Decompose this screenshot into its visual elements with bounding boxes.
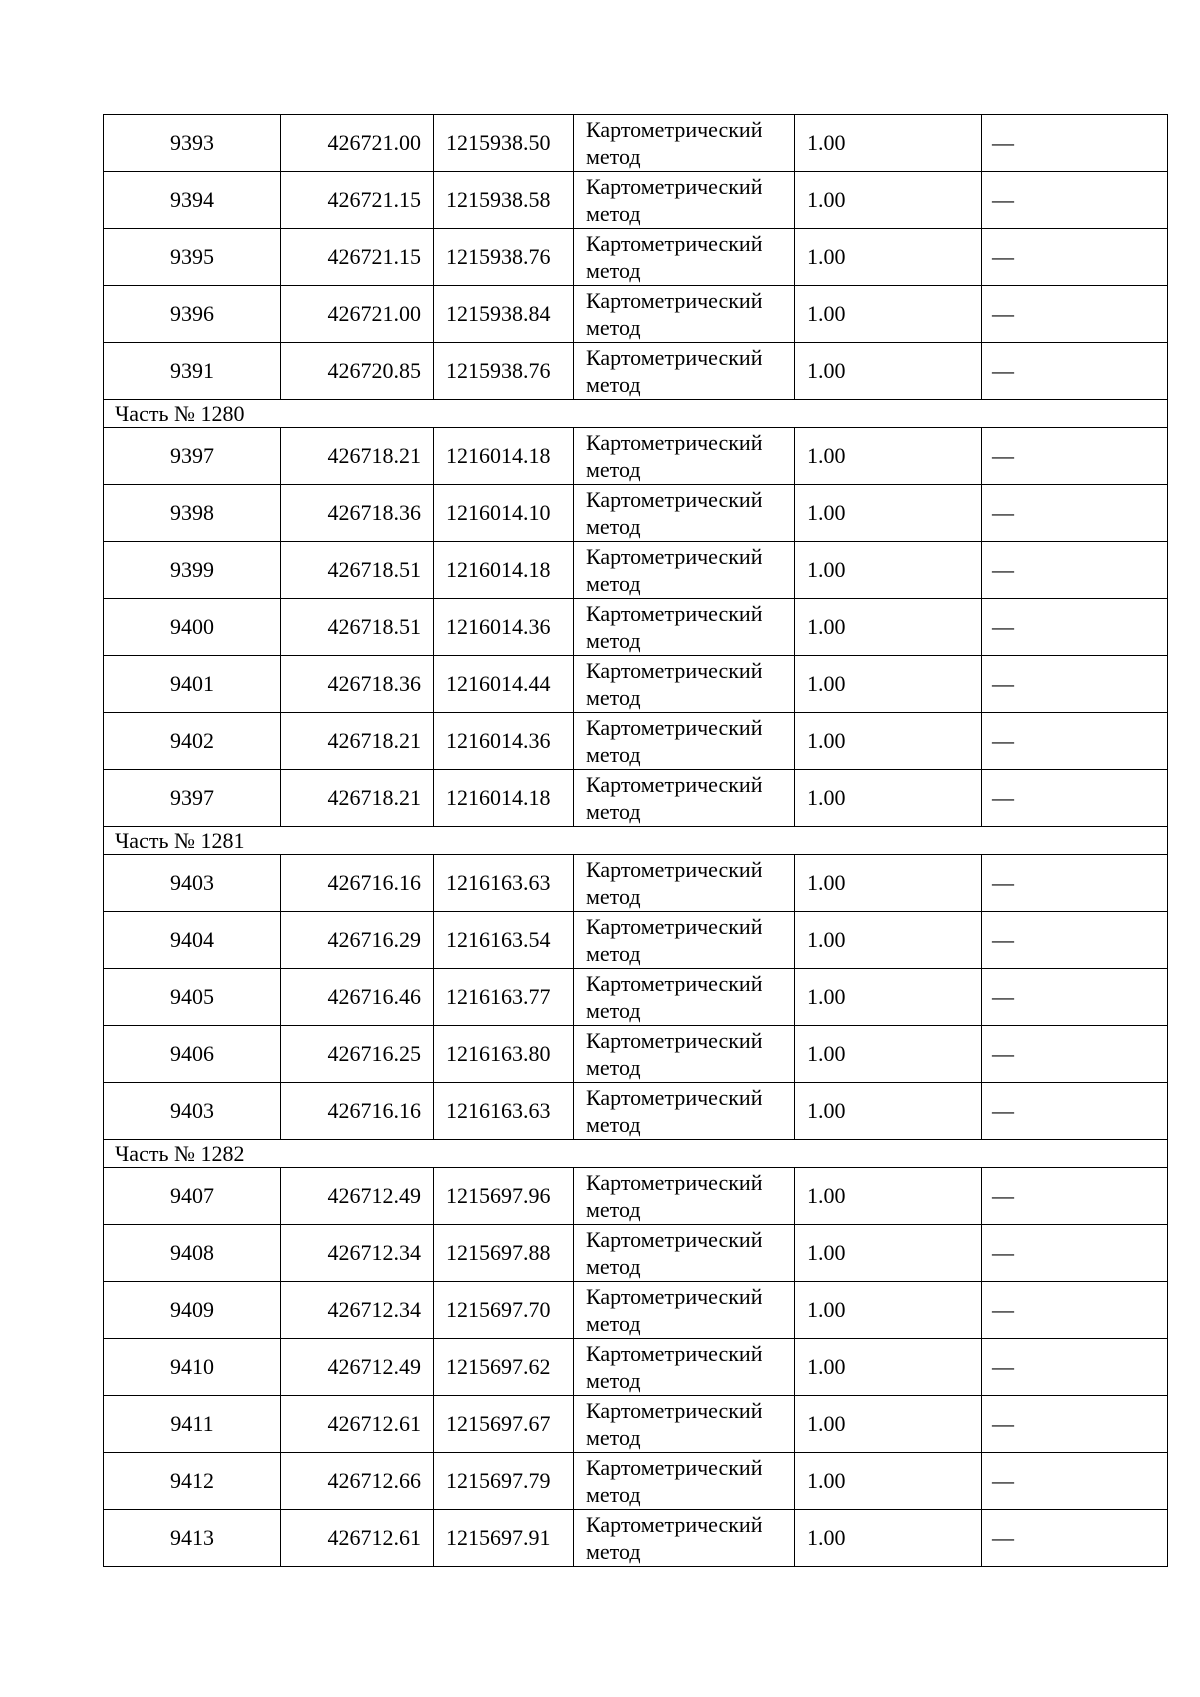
description-cell: — (982, 912, 1168, 969)
table-row (104, 1453, 1168, 1510)
y-coordinate-cell: 1215697.96 (434, 1168, 574, 1225)
x-coordinate-cell: 426721.15 (281, 229, 434, 286)
method-cell: Картометрический метод (574, 1168, 795, 1225)
x-coordinate-cell: 426712.61 (281, 1396, 434, 1453)
x-coordinate-cell: 426718.21 (281, 713, 434, 770)
x-coordinate-cell: 426712.34 (281, 1225, 434, 1282)
y-coordinate-cell: 1215697.91 (434, 1510, 574, 1567)
x-coordinate-cell: 426716.25 (281, 1026, 434, 1083)
point-number-cell: 9408 (104, 1225, 281, 1282)
table-row (104, 542, 1168, 599)
accuracy-cell: 1.00 (795, 599, 982, 656)
x-coordinate-cell: 426716.16 (281, 855, 434, 912)
point-number-cell: 9401 (104, 656, 281, 713)
y-coordinate-cell: 1215938.58 (434, 172, 574, 229)
accuracy-cell: 1.00 (795, 713, 982, 770)
method-cell: Картометрический метод (574, 1510, 795, 1567)
description-cell: — (982, 286, 1168, 343)
point-number-cell: 9413 (104, 1510, 281, 1567)
table-row (104, 713, 1168, 770)
y-coordinate-cell: 1215938.76 (434, 229, 574, 286)
table-row (104, 912, 1168, 969)
table-row (104, 485, 1168, 542)
description-cell: — (982, 229, 1168, 286)
point-number-cell: 9404 (104, 912, 281, 969)
accuracy-cell: 1.00 (795, 172, 982, 229)
point-number-cell: 9411 (104, 1396, 281, 1453)
table-row (104, 770, 1168, 827)
table-row (104, 1083, 1168, 1140)
table-row (104, 286, 1168, 343)
accuracy-cell: 1.00 (795, 1168, 982, 1225)
x-coordinate-cell: 426718.36 (281, 485, 434, 542)
y-coordinate-cell: 1215938.50 (434, 115, 574, 172)
accuracy-cell: 1.00 (795, 1453, 982, 1510)
description-cell: — (982, 485, 1168, 542)
accuracy-cell: 1.00 (795, 115, 982, 172)
point-number-cell: 9398 (104, 485, 281, 542)
accuracy-cell: 1.00 (795, 1225, 982, 1282)
point-number-cell: 9403 (104, 855, 281, 912)
table-row (104, 599, 1168, 656)
method-cell: Картометрический метод (574, 115, 795, 172)
x-coordinate-cell: 426712.49 (281, 1168, 434, 1225)
description-cell: — (982, 1026, 1168, 1083)
method-cell: Картометрический метод (574, 485, 795, 542)
point-number-cell: 9400 (104, 599, 281, 656)
description-cell: — (982, 172, 1168, 229)
part-header-row (104, 400, 1168, 428)
description-cell: — (982, 1282, 1168, 1339)
y-coordinate-cell: 1215938.76 (434, 343, 574, 400)
table-row (104, 656, 1168, 713)
accuracy-cell: 1.00 (795, 229, 982, 286)
accuracy-cell: 1.00 (795, 770, 982, 827)
description-cell: — (982, 713, 1168, 770)
accuracy-cell: 1.00 (795, 485, 982, 542)
table-row (104, 1510, 1168, 1567)
description-cell: — (982, 1396, 1168, 1453)
table-row (104, 1168, 1168, 1225)
part-header-row (104, 1140, 1168, 1168)
y-coordinate-cell: 1216014.18 (434, 770, 574, 827)
method-cell: Картометрический метод (574, 969, 795, 1026)
y-coordinate-cell: 1215697.88 (434, 1225, 574, 1282)
method-cell: Картометрический метод (574, 855, 795, 912)
table-row (104, 229, 1168, 286)
method-cell: Картометрический метод (574, 1026, 795, 1083)
y-coordinate-cell: 1215697.79 (434, 1453, 574, 1510)
coordinates-table (103, 114, 1168, 1567)
method-cell: Картометрический метод (574, 286, 795, 343)
y-coordinate-cell: 1215697.70 (434, 1282, 574, 1339)
table-row (104, 115, 1168, 172)
point-number-cell: 9397 (104, 428, 281, 485)
method-cell: Картометрический метод (574, 1282, 795, 1339)
point-number-cell: 9407 (104, 1168, 281, 1225)
accuracy-cell: 1.00 (795, 1510, 982, 1567)
method-cell: Картометрический метод (574, 428, 795, 485)
point-number-cell: 9402 (104, 713, 281, 770)
part-title: Часть № 1281 (104, 827, 1168, 855)
y-coordinate-cell: 1216014.36 (434, 599, 574, 656)
accuracy-cell: 1.00 (795, 286, 982, 343)
table-row (104, 855, 1168, 912)
method-cell: Картометрический метод (574, 1083, 795, 1140)
accuracy-cell: 1.00 (795, 912, 982, 969)
x-coordinate-cell: 426718.51 (281, 542, 434, 599)
table-row (104, 428, 1168, 485)
method-cell: Картометрический метод (574, 229, 795, 286)
description-cell: — (982, 1083, 1168, 1140)
y-coordinate-cell: 1215938.84 (434, 286, 574, 343)
table-row (104, 343, 1168, 400)
x-coordinate-cell: 426721.15 (281, 172, 434, 229)
coordinates-table-body (104, 115, 1168, 1567)
y-coordinate-cell: 1216014.44 (434, 656, 574, 713)
description-cell: — (982, 1225, 1168, 1282)
description-cell: — (982, 428, 1168, 485)
accuracy-cell: 1.00 (795, 1026, 982, 1083)
accuracy-cell: 1.00 (795, 428, 982, 485)
method-cell: Картометрический метод (574, 770, 795, 827)
point-number-cell: 9393 (104, 115, 281, 172)
accuracy-cell: 1.00 (795, 1282, 982, 1339)
description-cell: — (982, 1168, 1168, 1225)
table-row (104, 969, 1168, 1026)
description-cell: — (982, 770, 1168, 827)
method-cell: Картометрический метод (574, 542, 795, 599)
x-coordinate-cell: 426718.51 (281, 599, 434, 656)
y-coordinate-cell: 1216014.18 (434, 542, 574, 599)
y-coordinate-cell: 1216014.18 (434, 428, 574, 485)
point-number-cell: 9403 (104, 1083, 281, 1140)
description-cell: — (982, 115, 1168, 172)
x-coordinate-cell: 426716.16 (281, 1083, 434, 1140)
method-cell: Картометрический метод (574, 1453, 795, 1510)
point-number-cell: 9399 (104, 542, 281, 599)
method-cell: Картометрический метод (574, 1339, 795, 1396)
x-coordinate-cell: 426720.85 (281, 343, 434, 400)
part-header-row (104, 827, 1168, 855)
point-number-cell: 9394 (104, 172, 281, 229)
method-cell: Картометрический метод (574, 172, 795, 229)
description-cell: — (982, 1510, 1168, 1567)
x-coordinate-cell: 426721.00 (281, 115, 434, 172)
x-coordinate-cell: 426712.49 (281, 1339, 434, 1396)
point-number-cell: 9406 (104, 1026, 281, 1083)
table-row (104, 1339, 1168, 1396)
description-cell: — (982, 343, 1168, 400)
y-coordinate-cell: 1216163.54 (434, 912, 574, 969)
y-coordinate-cell: 1215697.67 (434, 1396, 574, 1453)
y-coordinate-cell: 1216163.63 (434, 855, 574, 912)
point-number-cell: 9395 (104, 229, 281, 286)
point-number-cell: 9397 (104, 770, 281, 827)
x-coordinate-cell: 426716.46 (281, 969, 434, 1026)
x-coordinate-cell: 426718.21 (281, 770, 434, 827)
accuracy-cell: 1.00 (795, 855, 982, 912)
accuracy-cell: 1.00 (795, 1083, 982, 1140)
y-coordinate-cell: 1216014.10 (434, 485, 574, 542)
description-cell: — (982, 656, 1168, 713)
method-cell: Картометрический метод (574, 343, 795, 400)
part-title: Часть № 1282 (104, 1140, 1168, 1168)
description-cell: — (982, 599, 1168, 656)
accuracy-cell: 1.00 (795, 1396, 982, 1453)
method-cell: Картометрический метод (574, 912, 795, 969)
accuracy-cell: 1.00 (795, 1339, 982, 1396)
description-cell: — (982, 855, 1168, 912)
accuracy-cell: 1.00 (795, 343, 982, 400)
part-title: Часть № 1280 (104, 400, 1168, 428)
x-coordinate-cell: 426712.66 (281, 1453, 434, 1510)
method-cell: Картометрический метод (574, 599, 795, 656)
point-number-cell: 9396 (104, 286, 281, 343)
table-row (104, 1396, 1168, 1453)
x-coordinate-cell: 426712.61 (281, 1510, 434, 1567)
y-coordinate-cell: 1216163.77 (434, 969, 574, 1026)
table-row (104, 1225, 1168, 1282)
y-coordinate-cell: 1215697.62 (434, 1339, 574, 1396)
x-coordinate-cell: 426718.36 (281, 656, 434, 713)
accuracy-cell: 1.00 (795, 656, 982, 713)
x-coordinate-cell: 426712.34 (281, 1282, 434, 1339)
table-row (104, 172, 1168, 229)
description-cell: — (982, 1339, 1168, 1396)
table-row (104, 1282, 1168, 1339)
description-cell: — (982, 969, 1168, 1026)
method-cell: Картометрический метод (574, 656, 795, 713)
method-cell: Картометрический метод (574, 713, 795, 770)
point-number-cell: 9410 (104, 1339, 281, 1396)
point-number-cell: 9405 (104, 969, 281, 1026)
y-coordinate-cell: 1216163.80 (434, 1026, 574, 1083)
point-number-cell: 9391 (104, 343, 281, 400)
point-number-cell: 9412 (104, 1453, 281, 1510)
description-cell: — (982, 1453, 1168, 1510)
y-coordinate-cell: 1216014.36 (434, 713, 574, 770)
y-coordinate-cell: 1216163.63 (434, 1083, 574, 1140)
method-cell: Картометрический метод (574, 1225, 795, 1282)
method-cell: Картометрический метод (574, 1396, 795, 1453)
accuracy-cell: 1.00 (795, 542, 982, 599)
x-coordinate-cell: 426721.00 (281, 286, 434, 343)
description-cell: — (982, 542, 1168, 599)
x-coordinate-cell: 426718.21 (281, 428, 434, 485)
x-coordinate-cell: 426716.29 (281, 912, 434, 969)
point-number-cell: 9409 (104, 1282, 281, 1339)
table-row (104, 1026, 1168, 1083)
accuracy-cell: 1.00 (795, 969, 982, 1026)
